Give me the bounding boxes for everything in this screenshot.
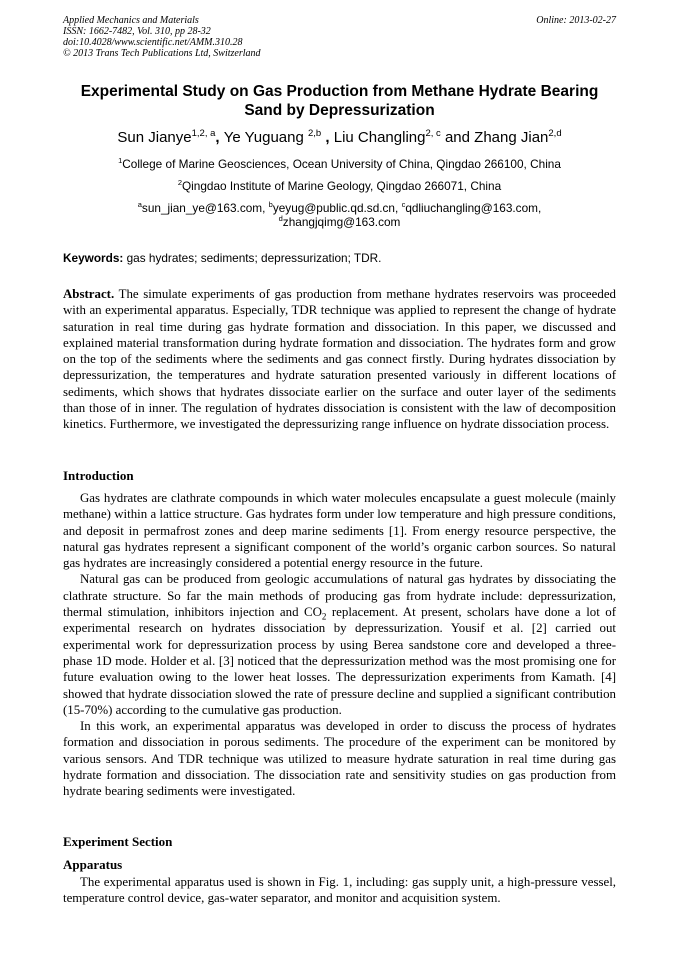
section-heading-introduction: Introduction (63, 468, 134, 483)
affiliation-1 (63, 157, 616, 171)
paragraph (63, 571, 616, 718)
author-name: Sun Jianye (117, 129, 192, 146)
copyright-line: © 2013 Trans Tech Publications Ltd, Switzerland (63, 48, 261, 59)
author-emails (63, 201, 616, 229)
apparatus-body (63, 874, 616, 907)
affiliation-2 (63, 179, 616, 193)
author-separator: , (215, 129, 224, 146)
issn-line: ISSN: 1662-7482, Vol. 310, pp 28-32 (63, 26, 211, 37)
title-line-2: Sand by Depressurization (244, 102, 435, 119)
email-address: zhangjqimg@163.com (282, 215, 401, 229)
journal-name: Applied Mechanics and Materials (63, 15, 199, 26)
keywords-text: gas hydrates; sediments; depressurization; TDR. (123, 251, 382, 265)
keywords (63, 251, 616, 265)
abstract (63, 286, 616, 433)
section-heading-experiment: Experiment Section (63, 834, 173, 849)
email-mark: d (278, 214, 283, 223)
paragraph-text: replacement. At present, scholars have done a lot of experimental research on hydrates dissociation by depressurization. Yousif et al. [2] carried out experimental work for depressurization process by using Berea sandstone core and developed a three-phase 1D mode. Holder et al. [3] noticed that the depressurization method was the most promising one for future evaluation owing to the lower heat losses. The depressurization experiments from Kamath. [4] showed that hydrate dissociation slowed the rate of pressure decline and supplied a significant contribution (15-70%) according to the cumulative gas production. (63, 605, 616, 717)
email-address: yeyug@public.qd.sd.cn, (272, 201, 402, 215)
email-mark: b (268, 200, 273, 209)
author-list (63, 128, 616, 148)
journal-header (63, 15, 616, 59)
author-separator: and (440, 129, 475, 146)
author-affil-mark: 2,d (548, 128, 562, 139)
affil-text: College of Marine Geosciences, Ocean University of China, Qingdao 266100, China (122, 157, 561, 171)
author-affil-mark: 1,2, a (191, 128, 216, 139)
paragraph: Gas hydrates are clathrate compounds in which water molecules encapsulate a guest molecule (mainly methane) within a lattice structure. Gas hydrates form under low temperature and high pressure conditions, and deposit in permafrost zones and deep marine sediments [1]. From energy resource perspective, the natural gas hydrates represent a significant component of the world’s organic carbon sources. So natural gas hydrates are increasingly considered a potential energy resource in the future. (63, 491, 616, 571)
paragraph-text: Natural gas can be produced from geologic accumulations of natural gas hydrates by dissociating the clathrate structure. So far the main methods of producing gas from hydrate include: depressurization, thermal stimulation, inhibitors injection and CO (63, 572, 616, 620)
keywords-label: Keywords: (63, 251, 124, 265)
author-name: Liu Changling (333, 129, 426, 146)
affil-mark: 2 (177, 178, 182, 187)
author-name: Zhang Jian (474, 129, 549, 146)
doi-line: doi:10.4028/www.scientific.net/AMM.310.28 (63, 37, 243, 48)
subscript: 2 (321, 611, 327, 622)
email-mark: c (401, 200, 406, 209)
title-line-1: Experimental Study on Gas Production from Methane Hydrate Bearing (80, 83, 599, 100)
affil-text: Qingdao Institute of Marine Geology, Qingdao 266071, China (182, 179, 502, 193)
email-address: qdliuchangling@163.com, (405, 201, 542, 215)
author-separator: , (321, 129, 334, 146)
email-address: sun_jian_ye@163.com, (141, 201, 269, 215)
paragraph: The experimental apparatus used is shown in Fig. 1, including: gas supply unit, a high-pressure vessel, temperature control device, gas-water separator, and monitor and acquisition system. (63, 875, 616, 906)
online-date: Online: 2013-02-27 (536, 15, 616, 26)
author-affil-mark: 2,b (308, 128, 322, 139)
subsection-heading-apparatus: Apparatus (63, 857, 123, 872)
paper-title (63, 82, 616, 120)
abstract-label: Abstract. (63, 287, 115, 301)
abstract-text: The simulate experiments of gas production from methane hydrates reservoirs was proceeded with an experimental apparatus. Especially, TDR technique was applied to represent the change of hydrate saturation in real time during gas hydrate formation and dissociation. In this paper, we discussed and explained material transformation during hydrate formation and dissociation. The hydrates form and grow on the top of the sediments where the sediments and gas connect firstly. During hydrates dissociation by depressurization, the temperatures and hydrate saturation presented variously in different locations of sediments, which shows that hydrates dissociate earlier on the surface and outer layer of the sediments than those of in inner. The regulation of hydrates dissociation is consistent with the law of decomposition kinetics. Furthermore, we investigated the depressurizing range influence on hydrate dissociation process. (63, 287, 616, 432)
paragraph: In this work, an experimental apparatus was developed in order to discuss the process of hydrates formation and dissociation in porous sediments. The procedure of the experiment can be monitored by various sensors. And TDR technique was utilized to measure hydrate saturation in real time during gas hydrate formation and dissociation. The dissociation rate and sensitivity studies on gas production from hydrate bearing sediments were investigated. (63, 719, 616, 799)
introduction-body (63, 490, 616, 800)
email-mark: a (137, 200, 142, 209)
affil-mark: 1 (118, 156, 123, 165)
author-affil-mark: 2, c (425, 128, 441, 139)
author-name: Ye Yuguang (223, 129, 308, 146)
